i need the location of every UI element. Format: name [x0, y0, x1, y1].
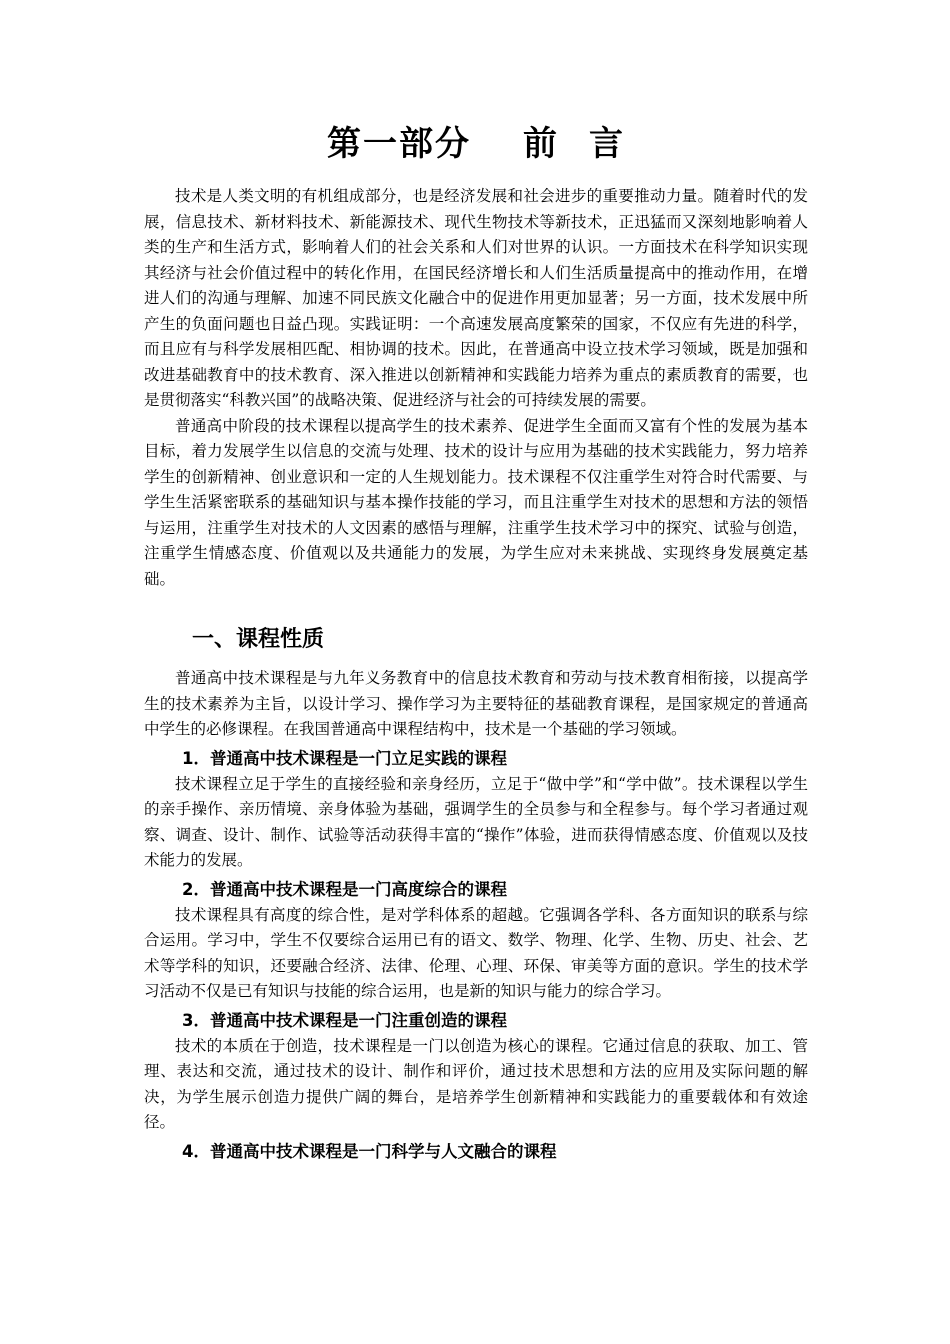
title-word-1: 前	[523, 124, 559, 164]
page-title	[144, 118, 808, 170]
section-heading: 一、课程性质	[192, 627, 325, 652]
title-part-label: 第一部分	[327, 124, 471, 164]
intro-paragraph: 普通高中阶段的技术课程以提高学生的技术素养、促进学生全面而又富有个性的发展为基本目标，着力发展学生以信息的交流与处理、技术的设计与应用为基础的技术实践能力，努力培养学生的创新精神、创业意识和一定的人生规划能力。技术课程不仅注重学生对符合时代需要、与学生生活紧密联系的基础知识与基本操作技能的学习，而且注重学生对技术的思想和方法的领悟与运用，注重学生对技术的人文因素的感悟与理解，注重学生技术学习中的探究、试验与创造，注重学生情感态度、价值观以及共通能力的发展，为学生应对未来挑战、实现终身发展奠定基础。	[144, 416, 808, 588]
subsection-paragraph: 技术课程具有高度的综合性，是对学科体系的超越。它强调各学科、各方面知识的联系与综合运用。学习中，学生不仅要综合运用已有的语文、数学、物理、化学、生物、历史、社会、艺术等学科的知识，还要融合经济、法律、伦理、心理、环保、审美等方面的意识。学生的技术学习活动不仅是已有知识与技能的综合运用，也是新的知识与能力的综合学习。	[144, 905, 808, 1000]
title-word-2: 言	[589, 124, 625, 164]
subsection-heading: 1．普通高中技术课程是一门立足实践的课程	[182, 748, 507, 768]
document-content	[144, 118, 808, 1165]
intro-paragraph: 技术是人类文明的有机组成部分，也是经济发展和社会进步的重要推动力量。随着时代的发展，信息技术、新材料技术、新能源技术、现代生物技术等新技术，正迅猛而又深刻地影响着人类的生产和生活方式，影响着人们的社会关系和人们对世界的认识。一方面技术在科学知识实现其经济与社会价值过程中的转化作用，在国民经济增长和人们生活质量提高中的推动作用，在增进人们的沟通与理解、加速不同民族文化融合中的促进作用更加显著；另一方面，技术发展中所产生的负面问题也日益凸现。实践证明：一个高速发展高度繁荣的国家，不仅应有先进的科学，而且应有与科学发展相匹配、相协调的技术。因此，在普通高中设立技术学习领域，既是加强和改进基础教育中的技术教育、深入推进以创新精神和实践能力培养为重点的素质教育的需要，也是贯彻落实“科教兴国”的战略决策、促进经济与社会的可持续发展的需要。	[144, 187, 808, 409]
subsection-heading: 2．普通高中技术课程是一门高度综合的课程	[182, 879, 507, 899]
section-intro-paragraph: 普通高中技术课程是与九年义务教育中的信息技术教育和劳动与技术教育相衔接，以提高学生的技术素养为主旨，以设计学习、操作学习为主要特征的基础教育课程，是国家规定的普通高中学生的必修课程。在我国普通高中课程结构中，技术是一个基础的学习领域。	[144, 669, 808, 738]
subsection-heading: 4．普通高中技术课程是一门科学与人文融合的课程	[182, 1141, 557, 1161]
subsection-heading: 3．普通高中技术课程是一门注重创造的课程	[182, 1010, 507, 1030]
subsection-paragraph: 技术课程立足于学生的直接经验和亲身经历，立足于“做中学”和“学中做”。技术课程以学生的亲手操作、亲历情境、亲身体验为基础，强调学生的全员参与和全程参与。每个学习者通过观察、调查、设计、制作、试验等活动获得丰富的“操作”体验，进而获得情感态度、价值观以及技术能力的发展。	[144, 774, 808, 869]
subsection-paragraph: 技术的本质在于创造，技术课程是一门以创造为核心的课程。它通过信息的获取、加工、管理、表达和交流，通过技术的设计、制作和评价，通过技术思想和方法的应用及实际问题的解决，为学生展示创造力提供广阔的舞台，是培养学生创新精神和实践能力的重要载体和有效途径。	[144, 1036, 808, 1131]
